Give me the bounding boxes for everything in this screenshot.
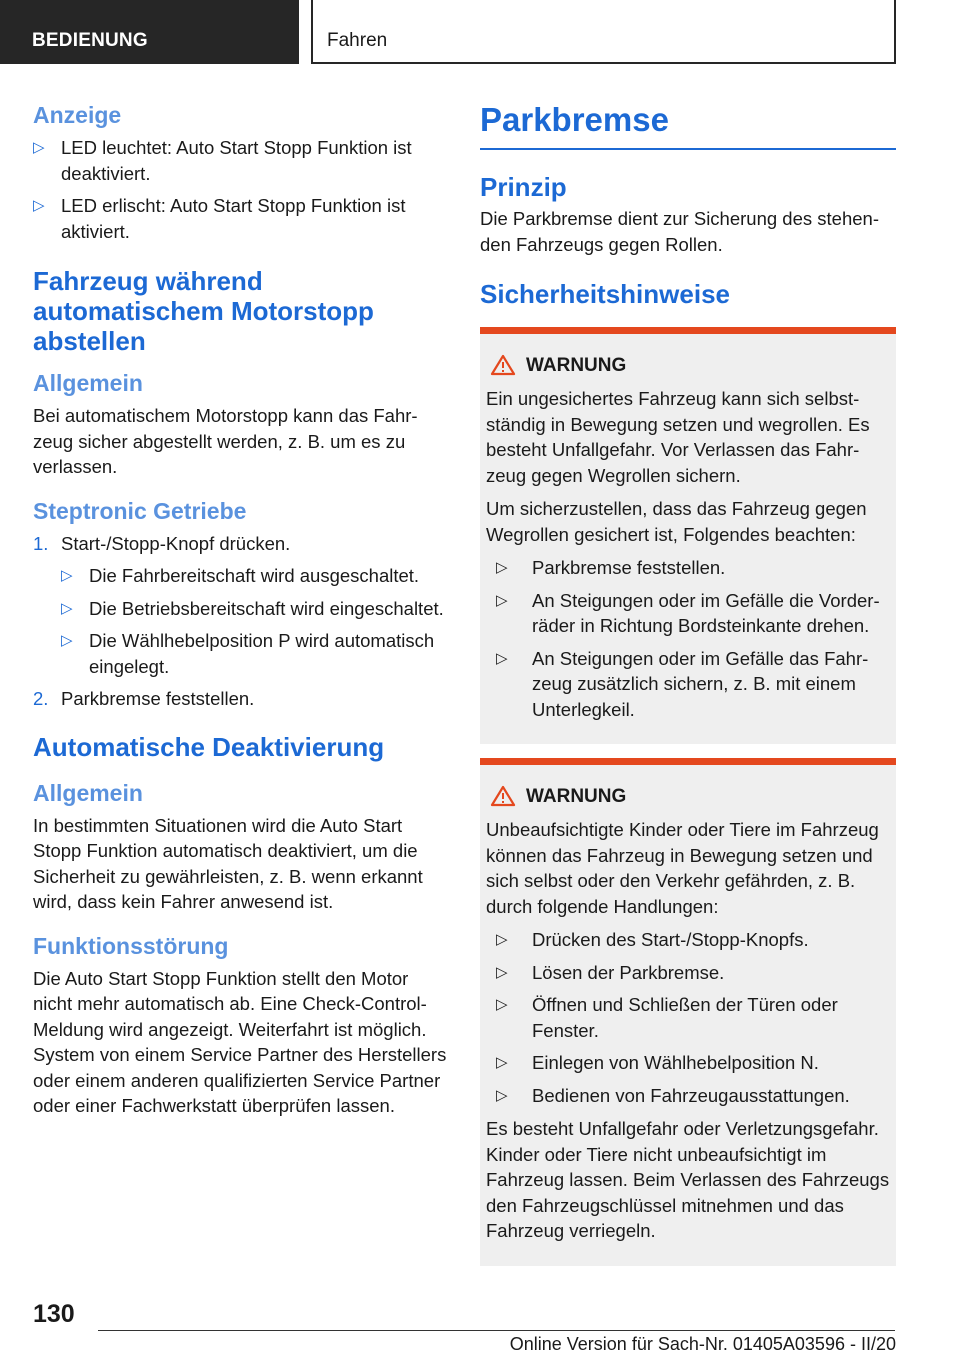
warning-box-1 [480,327,896,744]
warning-1-text-1: Ein ungesichertes Fahrzeug kann sich selbstständig in Bewegung setzen und wegrollen. Es besteht Unfallgefahr. Vor Verlassen das Fahrzeug gegen Wegrollen sichern. [486,388,870,486]
bullet-triangle-icon: ▷ [496,1086,508,1104]
warning-2-text-1: Unbeaufsichtigte Kinder oder Tiere im Fahrzeug können das Fahrzeug in Bewegung setzen und sich selbst oder den Verkehr gefährden, z. B. durch folgende Handlungen: [486,819,879,917]
heading-divider [480,148,896,150]
allgemein-2-text: In bestimmten Situationen wird die Auto Start Stopp Funktion automatisch deaktiviert, um die Sicherheit zu gewährleisten, z. B. wenn erkannt wird, dass kein Fahrer anwesend ist. [33,814,423,912]
left-column [33,100,451,1127]
chapter-title: Fahren [327,30,388,51]
anzeige-list [33,135,451,244]
step-item: 1. Start-/Stopp-Knopf drücken. ▷ Die Fahrbereitschaft wird ausgeschaltet. ▷ Die Betriebsbereitschaft wird eingeschaltet. ▷ Die Wählhebelposition P wird automatisch eingelegt. [33,531,451,680]
bullet-triangle-icon: ▷ [61,599,73,617]
bullet-triangle-icon: ▷ [61,632,73,649]
heading-abstellen: Fahrzeug während automatischem Motorstopp abstellen [33,266,374,356]
step-item: 2. Parkbremse feststellen. [33,686,451,712]
warning-triangle-icon [490,785,516,807]
heading-parkbremse: Parkbremse [480,101,669,138]
list-item: ▷ Einlegen von Wählhebelposition N. [496,1050,890,1076]
list-item: ▷ Parkbremse feststellen. [496,555,890,581]
list-item: ▷ Öffnen und Schließen der Türen oder Fenster. [496,994,838,1041]
list-item: ▷ An Steigungen oder im Gefälle die Vorderräder in Richtung Bordsteinkante drehen. [496,589,880,636]
warning-2-list [496,927,890,1108]
bullet-triangle-icon: ▷ [33,139,45,156]
bullet-triangle-icon: ▷ [61,567,73,584]
list-item: ▷ Die Fahrbereitschaft wird ausgeschaltet. [61,563,451,589]
chapter-tab [311,0,896,64]
bullet-triangle-icon: ▷ [496,649,508,667]
heading-allgemein-2: Allgemein [33,779,143,806]
funktionsstoerung-text: Die Auto Start Stopp Funktion stellt den Motor nicht mehr automatisch ab. Eine Check-Control-Meldung wird angezeigt. Weiterfahrt ist möglich. System von einem Service Partner des Herstellers oder einem anderen qualifizierten Service Partner oder einer Fachwerkstatt überprüfen lassen. [33,967,447,1116]
section-title: BEDIENUNG [32,30,148,51]
list-item: ▷ Lösen der Parkbremse. [496,960,890,986]
warning-1-text-2: Um sicherzustellen, dass das Fahrzeug gegen Wegrollen gesichert ist, Folgendes beachten: [486,498,867,545]
right-column [480,100,896,1266]
bullet-triangle-icon: ▷ [496,931,508,948]
list-item: ▷ Die Betriebsbereitschaft wird eingeschaltet. [61,596,451,622]
bullet-triangle-icon: ▷ [496,996,508,1013]
bullet-triangle-icon: ▷ [33,197,45,214]
warning-triangle-icon [490,354,516,376]
bullet-triangle-icon: ▷ [496,591,508,609]
footer-version-text: Online Version für Sach-Nr. 01405A03596 - II/20 [509,1334,896,1354]
list-item: ▷ LED erlischt: Auto Start Stopp Funktion ist aktiviert. [33,195,406,242]
allgemein-1-text: Bei automatischem Motorstopp kann das Fahrzeug sicher abgestellt werden, z. B. um es zu verlassen. [33,405,418,477]
heading-sicherheitshinweise: Sicherheitshinweise [480,279,730,309]
bullet-triangle-icon: ▷ [496,963,508,981]
heading-anzeige: Anzeige [33,102,122,128]
bullet-triangle-icon: ▷ [496,1054,508,1071]
list-item: ▷ Drücken des Start-/Stopp-Knopfs. [496,927,890,953]
heading-funktionsstoerung: Funktionsstörung [33,932,229,959]
list-item: ▷ Die Wählhebelposition P wird automatisch eingelegt. [61,630,435,677]
step-number: 2. [33,688,49,709]
footer-divider [98,1330,895,1331]
list-item: ▷ LED leuchtet: Auto Start Stopp Funktion ist deaktiviert. [33,137,412,184]
warning-title: WARNUNG [486,354,890,378]
heading-steptronic: Steptronic Getriebe [33,497,247,524]
heading-prinzip: Prinzip [480,172,567,202]
list-item: ▷ An Steigungen oder im Gefälle das Fahrzeug zusätzlich sichern, z. B. mit einem Unterlegkeil. [496,647,869,720]
warning-title: WARNUNG [486,785,890,809]
step-number: 1. [33,532,49,554]
steptronic-steps [33,531,451,712]
bullet-triangle-icon: ▷ [496,559,508,576]
heading-deaktivierung: Automatische Deaktivierung [33,731,385,762]
list-item: ▷ Bedienen von Fahrzeugausstattungen. [496,1083,890,1109]
warning-1-list [496,555,890,722]
step-sublist [61,563,451,679]
heading-allgemein-1: Allgemein [33,370,143,396]
page-number: 130 [33,1300,75,1328]
warning-box-2 [480,758,896,1266]
section-tab [0,0,299,64]
prinzip-text: Die Parkbremse dient zur Sicherung des stehenden Fahrzeugs gegen Rollen. [480,208,879,255]
warning-2-text-2: Es besteht Unfallgefahr oder Verletzungsgefahr. Kinder oder Tiere nicht unbeaufsichtigt im Fahrzeug lassen. Beim Verlassen des Fahrzeugs den Fahrzeugschlüssel mitnehmen und das Fahrzeug verriegeln. [486,1118,890,1241]
